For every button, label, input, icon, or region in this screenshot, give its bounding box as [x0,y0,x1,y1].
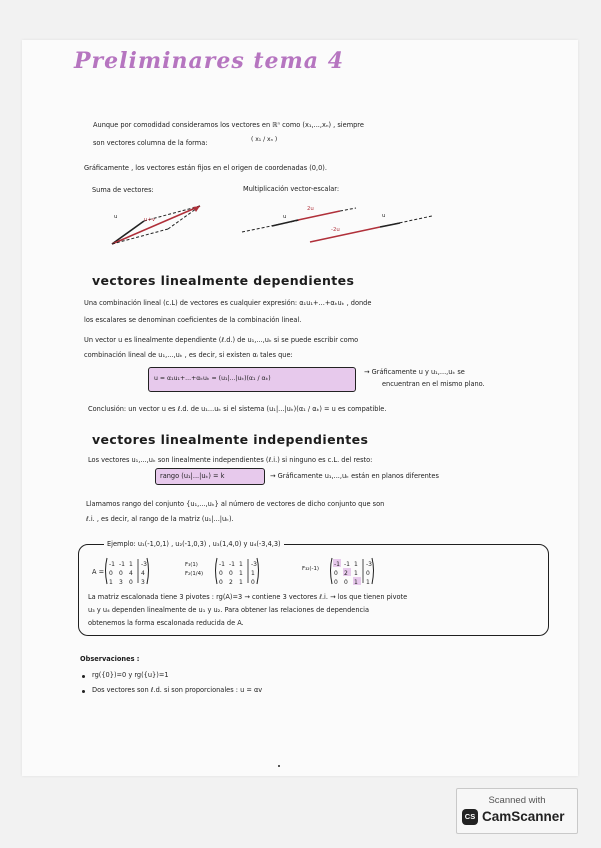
paragraph-cl-1: Una combinación lineal (c.L) de vectores es cualquier expresión: α₁u₁+...+αₖuₖ , donde [84,299,372,307]
matrix-entry: 1 [129,561,133,568]
sum-label-u-plus-v: u+v [144,217,156,223]
rango-text: rango (u₁|...|uₖ) = k [160,472,225,480]
matrix-entry: 0 [109,570,113,577]
matrix-a-label: A = [92,568,105,576]
sum-label-u: u [114,214,118,220]
paragraph-cl-2: los escalares se denominan coeficientes de la combinación lineal. [84,316,302,324]
matrix-entry: 4 [141,570,145,577]
matrix-entry: 1 [354,570,358,577]
geometric-note-1: → Gráficamente u y u₁,...,uₖ se [364,368,465,376]
bullet-dot [82,690,85,693]
paragraph-ld-2: combinación lineal de u₁,...,uₖ , es decir, si existen αᵢ tales que: [84,351,293,359]
bullet-dot [82,675,85,678]
matrix-entry: 1 [366,579,370,586]
matrix-entry: 0 [251,579,255,586]
matrix-entry: 0 [334,570,338,577]
vector-u-arrow [272,220,298,226]
matrix-entry: 1 [354,579,358,586]
mult-diagram-label: Multiplicación vector-escalar: [243,185,340,193]
intro-line-2: son vectores columna de la forma: [93,139,208,147]
paragraph-rango-2: ℓ.i. , es decir, al rango de la matriz (u₁|...|uₖ). [86,515,234,523]
example-text-3: obtenemos la forma escalonada reducida de A. [88,619,244,627]
rango-note: → Gráficamente u₁,...,uₖ están en planos diferentes [270,472,439,480]
matrix-entry: 0 [219,579,223,586]
conclusion-text: Conclusión: un vector u es ℓ.d. de u₁...uₖ si el sistema (u₁|...|uₖ)(α₁ / αₖ) = u es compatible. [88,405,387,413]
op-label-1b: F₂(1/4) [185,571,204,577]
camscanner-watermark [456,788,578,834]
example-text-1: La matriz escalonada tiene 3 pivotes : rg(A)=3 → contiene 3 vectores ℓ.i. → los que tienen pivote [88,593,408,601]
camscanner-logo-icon: CS [462,809,478,825]
matrix-entry: -1 [109,561,115,568]
matrix-entry: -1 [344,561,350,568]
matrix-entry: 4 [129,570,133,577]
matrix-entry: 0 [229,570,233,577]
section-heading-independientes: vectores linealmente independientes [92,432,369,447]
observaciones-heading: Observaciones : [80,655,140,663]
matrix-entry: -1 [229,561,235,568]
page-title: Preliminares tema 4 [74,48,345,74]
column-vector-notation: ( x₁ / xₙ ) [251,136,278,143]
matrix-entry: -1 [219,561,225,568]
observacion-2: Dos vectores son ℓ.d. si son proporcionales : u = αv [92,686,263,694]
paragraph-rango-1: Llamamos rango del conjunto {u₁,...,uₖ} al número de vectores de dicho conjunto que son [86,500,385,508]
matrix-entry: 3 [141,579,145,586]
vector-2u-arrow [298,211,340,220]
scalar-mult-diagram [240,200,440,246]
matrix-entry: -3 [251,561,257,568]
intro-line-3: Gráficamente , los vectores están fijos en el origen de coordenadas (0,0). [84,164,327,172]
matrix-entry: 1 [109,579,113,586]
matrix-entry: -1 [119,561,125,568]
geometric-note-2: encuentran en el mismo plano. [382,380,485,388]
vector-sum-arrow [112,206,200,244]
matrix-entry: 0 [366,570,370,577]
example-text-2: u₃ y u₄ dependen linealmente de u₁ y u₂. Para obtener las relaciones de dependencia [88,606,370,614]
mult-label-u: u [283,214,287,220]
matrix-entry: 0 [344,579,348,586]
matrix-entry: -3 [141,561,147,568]
matrix-entry: 2 [344,570,348,577]
matrix-entry: 1 [239,570,243,577]
matrix-entry: -3 [366,561,372,568]
matrix-entry: -1 [334,561,340,568]
mult-label-u2: u [382,213,386,219]
sum-diagram-label: Suma de vectores: [92,186,154,194]
op-label-1a: F₃(1) [185,562,198,568]
matrix-entry: 0 [334,579,338,586]
mult-label-2u: 2u [307,206,314,212]
watermark-caption: Scanned with [488,795,546,806]
matrix-entry: 1 [251,570,255,577]
vector-neg2u-arrow [310,227,380,242]
section-heading-dependientes: vectores linealmente dependientes [92,273,355,288]
formula-text: u = α₁u₁+...+αₖuₖ = (u₁|...|uₖ)(α₁ / αₖ) [154,375,271,382]
page-mark [278,765,280,767]
paragraph-li-1: Los vectores u₁,...,uₖ son linealmente independientes (ℓ.i.) si ninguno es c.L. del resto: [88,456,373,464]
mult-label-neg2u: -2u [331,227,340,233]
vector-u2-arrow [380,223,400,227]
matrix-entry: 2 [229,579,233,586]
op-label-2: F₃₂(-1) [302,566,320,572]
intro-line-1: Aunque por comodidad consideramos los vectores en ℝⁿ como (x₁,...,xₙ) , siempre [93,121,364,129]
paragraph-ld-1: Un vector u es linealmente dependiente (ℓ.d.) de u₁,...,uₖ si se puede escribir como [84,336,359,344]
example-header: Ejemplo: u₁(-1,0,1) , u₂(-1,0,3) , u₃(1,4,0) y u₄(-3,4,3) [104,540,284,549]
vector-sum-diagram [100,196,215,251]
matrix-entry: 1 [239,579,243,586]
watermark-brand: CamScanner [482,809,565,824]
observacion-1: rg({0})=0 y rg({u})=1 [92,671,169,679]
matrix-entry: 1 [354,561,358,568]
matrix-entry: 0 [219,570,223,577]
matrix-entry: 3 [119,579,123,586]
matrix-entry: 1 [239,561,243,568]
matrix-entry: 0 [129,579,133,586]
matrix-reduction [104,556,434,588]
matrix-entry: 0 [119,570,123,577]
